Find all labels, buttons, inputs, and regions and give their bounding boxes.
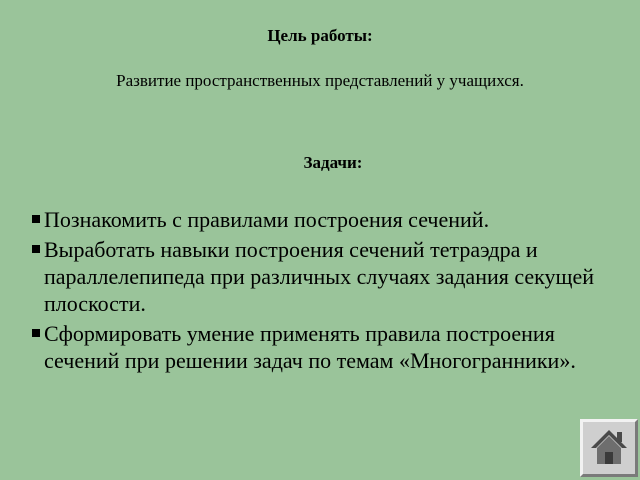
goal-title: Цель работы:	[267, 26, 373, 45]
task-list	[32, 206, 622, 377]
task-item	[32, 320, 622, 374]
task-text: Познакомить с правилами построения сечений.	[44, 207, 490, 232]
home-icon	[589, 427, 629, 467]
task-text: Сформировать умение применять правила построения сечений при решении задач по темам «Многогранники».	[44, 321, 576, 373]
task-text: Выработать навыки построения сечений тетраэдра и параллелепипеда при различных случаях задания секущей плоскости.	[44, 237, 595, 316]
task-item	[32, 236, 622, 317]
bullet-icon	[32, 245, 40, 253]
bullet-icon	[32, 329, 40, 337]
goal-text: Развитие пространственных представлений у учащихся.	[116, 71, 524, 90]
task-item	[32, 206, 622, 233]
tasks-title: Задачи:	[303, 153, 363, 172]
home-button[interactable]	[580, 419, 638, 477]
bullet-icon	[32, 215, 40, 223]
